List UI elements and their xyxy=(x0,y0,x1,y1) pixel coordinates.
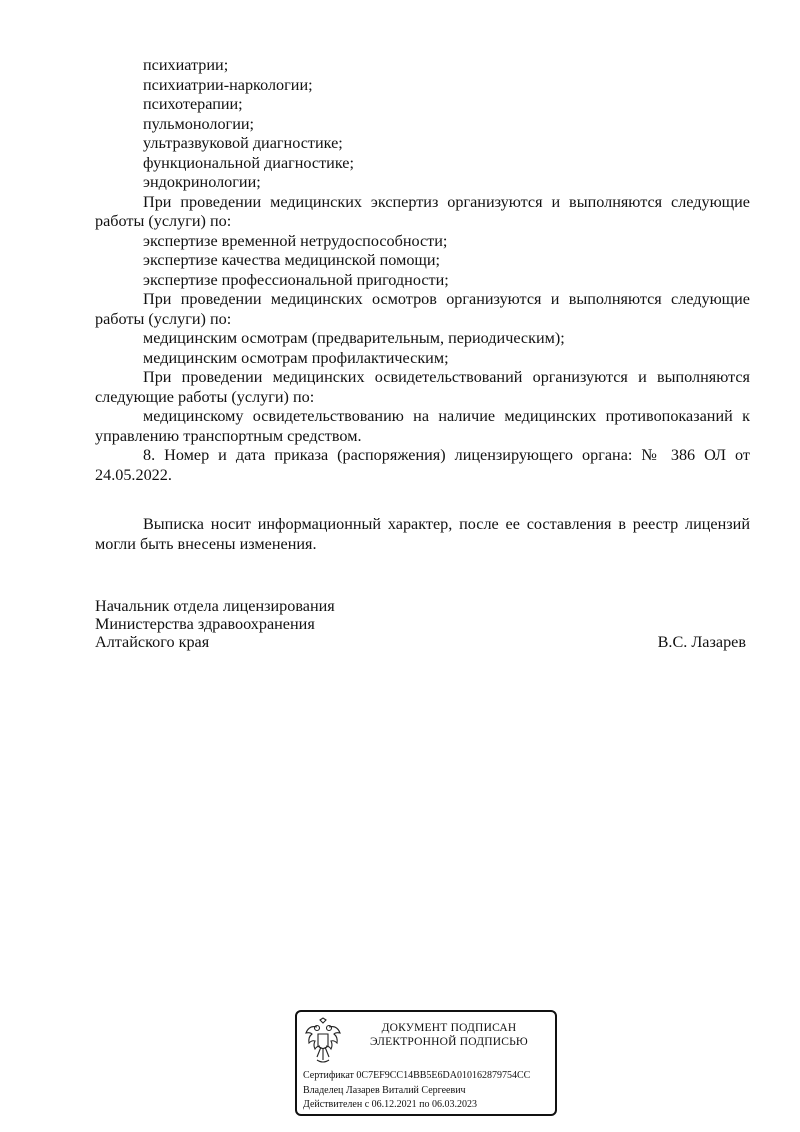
specialties-list xyxy=(95,56,750,193)
list-item: эндокринологии; xyxy=(143,173,261,191)
expertise-intro xyxy=(95,193,750,232)
paragraph-line: При проведении медицинских освидетельствований организуются и выполняются xyxy=(143,368,750,386)
list-item: экспертизе качества медицинской помощи; xyxy=(143,251,441,269)
list-item: пульмонологии; xyxy=(143,114,255,133)
list-item: психотерапии; xyxy=(143,95,243,113)
paragraph-line: следующие работы (услуги) по: xyxy=(95,387,315,406)
list-item: экспертизе профессиональной пригодности; xyxy=(143,270,449,289)
paragraph-line: работы (услуги) по: xyxy=(95,212,232,230)
certification-item xyxy=(95,407,750,446)
certificate-owner: Владелец Лазарев Виталий Сергеевич xyxy=(303,1084,466,1096)
document-body xyxy=(95,56,750,554)
certification-intro xyxy=(95,368,750,407)
paragraph-line: 24.05.2022. xyxy=(95,465,172,484)
signer-position: Министерства здравоохранения xyxy=(95,615,315,633)
list-item: функциональной диагностике; xyxy=(143,153,354,172)
exams-intro xyxy=(95,290,750,329)
stamp-title xyxy=(347,1021,551,1049)
certificate-number: Сертификат 0C7EF9CC14BB5E6DA010162879754CC xyxy=(303,1070,531,1081)
signer-position: Алтайского края xyxy=(95,633,210,651)
electronic-signature-stamp xyxy=(295,1010,557,1116)
paragraph-line: При проведении медицинских экспертиз организуются и выполняются следующие xyxy=(143,192,750,211)
order-paragraph xyxy=(95,446,750,485)
paragraph-line: работы (услуги) по: xyxy=(95,309,232,328)
paragraph-line: Выписка носит информационный характер, после ее составления в реестр лицензий xyxy=(143,515,750,533)
paragraph-line: медицинскому освидетельствованию на наличие медицинских противопоказаний к xyxy=(143,407,750,425)
disclaimer-note xyxy=(95,515,750,554)
list-item: психиатрии-наркологии; xyxy=(143,75,313,94)
exams-list xyxy=(95,329,750,368)
signature-block xyxy=(95,597,750,651)
expertise-list xyxy=(95,232,750,291)
stamp-title-line: ДОКУМЕНТ ПОДПИСАН xyxy=(381,1022,517,1034)
paragraph-line: управлению транспортным средством. xyxy=(95,426,362,445)
paragraph-line: могли быть внесены изменения. xyxy=(95,534,317,553)
list-item: медицинским осмотрам профилактическим; xyxy=(143,348,449,367)
paragraph-line: 8. Номер и дата приказа (распоряжения) лицензирующего органа: № 386 ОЛ от xyxy=(143,446,750,464)
stamp-info xyxy=(303,1069,555,1113)
certificate-validity: Действителен с 06.12.2021 по 06.03.2023 xyxy=(303,1099,477,1110)
signer-position: Начальник отдела лицензирования xyxy=(95,597,335,615)
list-item: медицинским осмотрам (предварительным, периодическим); xyxy=(143,329,565,347)
paragraph-line: При проведении медицинских осмотров организуются и выполняются следующие xyxy=(143,290,750,308)
list-item: экспертизе временной нетрудоспособности; xyxy=(143,231,448,250)
stamp-title-line: ЭЛЕКТРОННОЙ ПОДПИСЬЮ xyxy=(370,1036,528,1048)
signer-name: В.С. Лазарев xyxy=(657,633,746,651)
double-headed-eagle-icon xyxy=(303,1017,343,1067)
list-item: психиатрии; xyxy=(143,56,229,74)
list-item: ультразвуковой диагностике; xyxy=(143,134,343,152)
